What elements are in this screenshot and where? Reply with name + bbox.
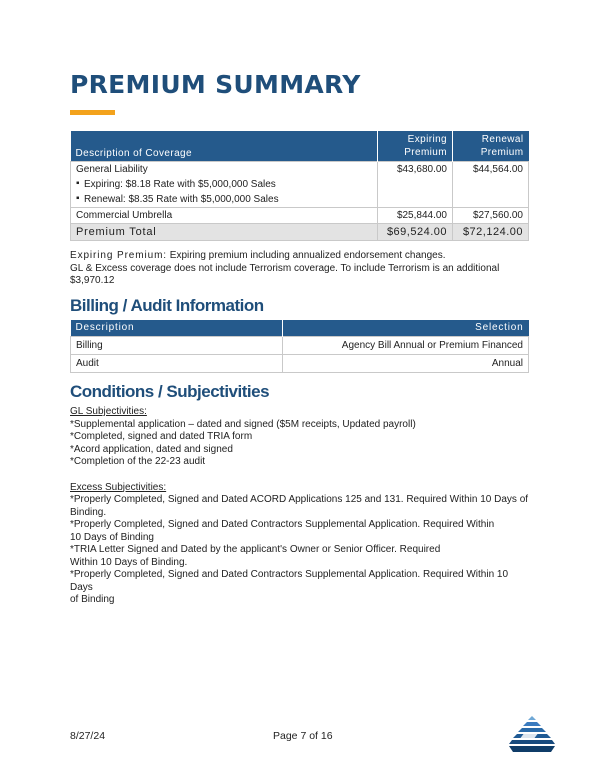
company-logo-icon [509,714,555,754]
coverage-bullet: ▪ Expiring: $8.18 Rate with $5,000,000 Sales [76,179,372,190]
list-item: Within 10 Days of Binding. [70,556,188,568]
footer-date: 8/27/24 [70,730,106,742]
list-item: *Supplemental application – dated and signed ($5M receipts, Updated payroll) [70,418,416,430]
note-lead: Expiring Premium: [70,250,167,261]
premium-table [70,131,529,241]
billing-table [70,320,529,373]
header-expiring-line1: Expiring [407,134,447,145]
gl-subjectivities-title: GL Subjectivities: [70,406,147,417]
footer-page-number: Page 7 of 16 [273,730,333,742]
list-item: Binding. [70,506,107,518]
table-row [71,336,529,354]
list-item: *Completion of the 22-23 audit [70,456,206,467]
conditions-list [70,406,530,607]
coverage-bullet: ▪ Renewal: $8.35 Rate with $5,000,000 Sales [76,194,372,205]
list-item: *TRIA Letter Signed and Dated by the applicant's Owner or Senior Officer. Required [70,544,441,555]
note-line: GL & Excess coverage does not include Terrorism coverage. To include Terrorism is an additional [70,262,500,274]
expiring-premium: $25,844.00 [378,208,453,224]
list-item: *Properly Completed, Signed and Dated Contractors Supplemental Application. Required Within 10 Days [70,569,509,593]
table-row [71,162,529,208]
table-row [71,354,529,372]
billing-heading: Billing / Audit Information [70,296,264,315]
header-description: Description [71,320,283,336]
header-renewal-line2: Premium [480,147,524,158]
excess-subjectivities-title: Excess Subjectivities: [70,481,167,493]
premium-total-row [71,224,529,241]
renewal-premium: $44,564.00 [453,162,529,208]
premium-table-header [71,131,529,162]
list-item: *Properly Completed, Signed and Dated ACORD Applications 125 and 131. Required Within 10 Days of [70,494,529,505]
billing-description: Audit [71,354,283,372]
table-row [71,208,529,224]
header-renewal [453,131,529,162]
coverage-name: Commercial Umbrella [71,208,378,224]
list-item: *Acord application, dated and signed [70,443,233,455]
billing-selection: Agency Bill Annual or Premium Financed [283,336,529,354]
title-accent-bar [70,110,115,115]
list-item: *Properly Completed, Signed and Dated Contractors Supplemental Application. Required Within [70,519,495,530]
spacer [70,469,530,482]
header-renewal-line1: Renewal [481,134,524,145]
premium-notes [70,250,530,288]
coverage-name: General Liability [76,164,148,175]
expiring-total: $69,524.00 [378,224,453,241]
header-selection: Selection [283,320,529,336]
note-line [70,250,530,263]
list-item: *Completed, signed and dated TRIA form [70,431,253,442]
note-text: Expiring premium including annualized endorsement changes. [167,250,446,261]
list-item: of Binding [70,594,115,605]
billing-selection: Annual [283,354,529,372]
header-description: Description of Coverage [71,131,378,162]
note-line: $3,970.12 [70,275,115,286]
premium-total-label: Premium Total [71,224,378,241]
billing-table-header [71,320,529,336]
renewal-premium: $27,560.00 [453,208,529,224]
conditions-heading: Conditions / Subjectivities [70,382,270,401]
renewal-total: $72,124.00 [453,224,529,241]
list-item: 10 Days of Binding [70,531,154,543]
coverage-description [71,162,378,208]
page-title: PREMIUM SUMMARY [70,70,361,99]
header-expiring-line2: Premium [404,147,447,158]
billing-description: Billing [71,336,283,354]
header-expiring [378,131,453,162]
expiring-premium: $43,680.00 [378,162,453,208]
